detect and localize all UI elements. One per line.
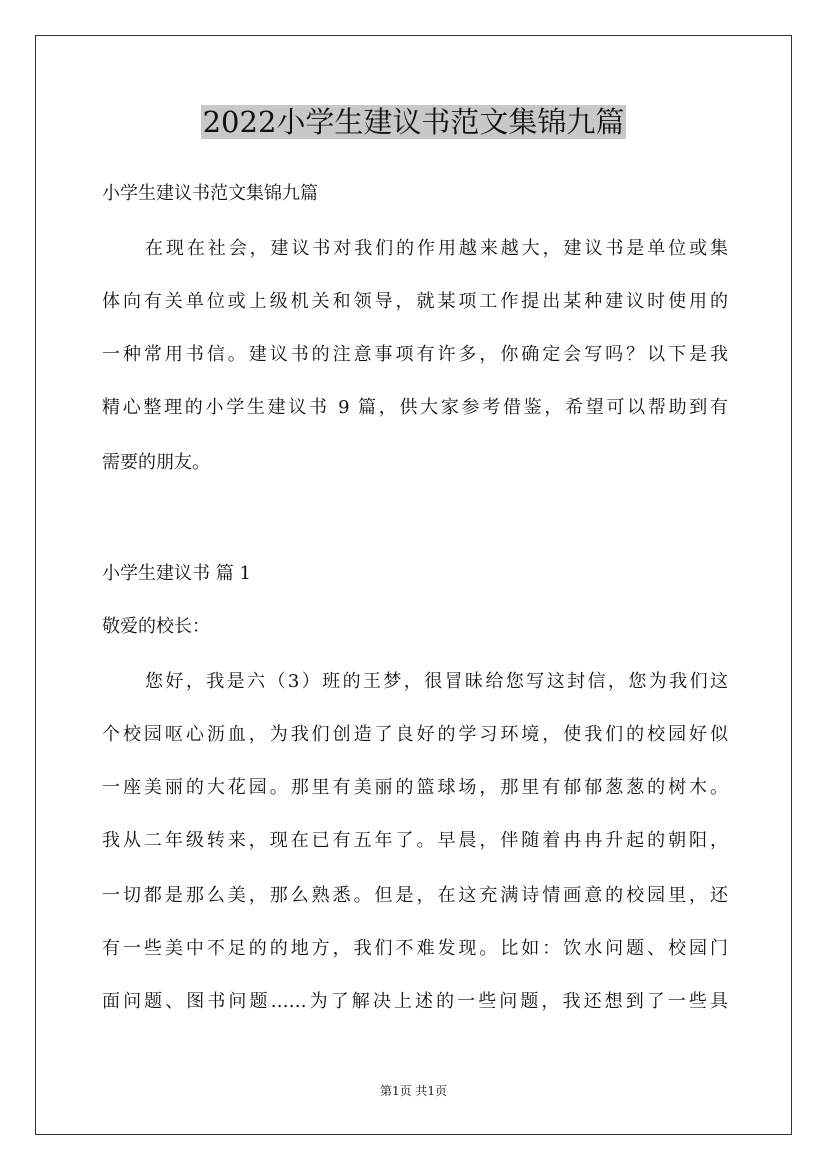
letter-line: 有一些美中不足的的地方，我们不难发现。比如：饮水问题、校园门 <box>102 938 728 959</box>
section-heading: 小学生建议书 篇 1 <box>102 563 251 584</box>
paragraph-line: 体向有关单位或上级机关和领导，就某项工作提出某种建议时使用的 <box>102 291 728 312</box>
letter-line: 一座美丽的大花园。那里有美丽的篮球场，那里有郁郁葱葱的树木。 <box>102 777 728 798</box>
letter-line: 个校园呕心沥血，为我们创造了良好的学习环境，使我们的校园好似 <box>102 724 728 745</box>
document-subtitle: 小学生建议书范文集锦九篇 <box>102 183 318 204</box>
salutation: 敬爱的校长： <box>102 616 210 637</box>
paragraph-line: 一种常用书信。建议书的注意事项有许多，你确定会写吗？以下是我 <box>102 344 728 365</box>
letter-line: 我从二年级转来，现在已有五年了。早晨，伴随着冉冉升起的朝阳， <box>102 830 728 851</box>
letter-line: 面问题、图书问题……为了解决上述的一些问题，我还想到了一些具 <box>102 991 728 1012</box>
page-footer: 第1页 共1页 <box>379 1084 448 1098</box>
paragraph-line: 在现在社会，建议书对我们的作用越来越大，建议书是单位或集 <box>145 238 728 259</box>
paragraph-line: 精心整理的小学生建议书 9 篇，供大家参考借鉴，希望可以帮助到有 <box>102 397 728 418</box>
letter-line: 一切都是那么美，那么熟悉。但是，在这充满诗情画意的校园里，还 <box>102 885 728 906</box>
letter-line: 您好，我是六（3）班的王梦，很冒昧给您写这封信，您为我们这 <box>145 671 728 692</box>
document-title <box>0 102 827 142</box>
paragraph-line: 需要的朋友。 <box>102 452 210 473</box>
document-title-text: 2022小学生建议书范文集锦九篇 <box>202 105 625 139</box>
